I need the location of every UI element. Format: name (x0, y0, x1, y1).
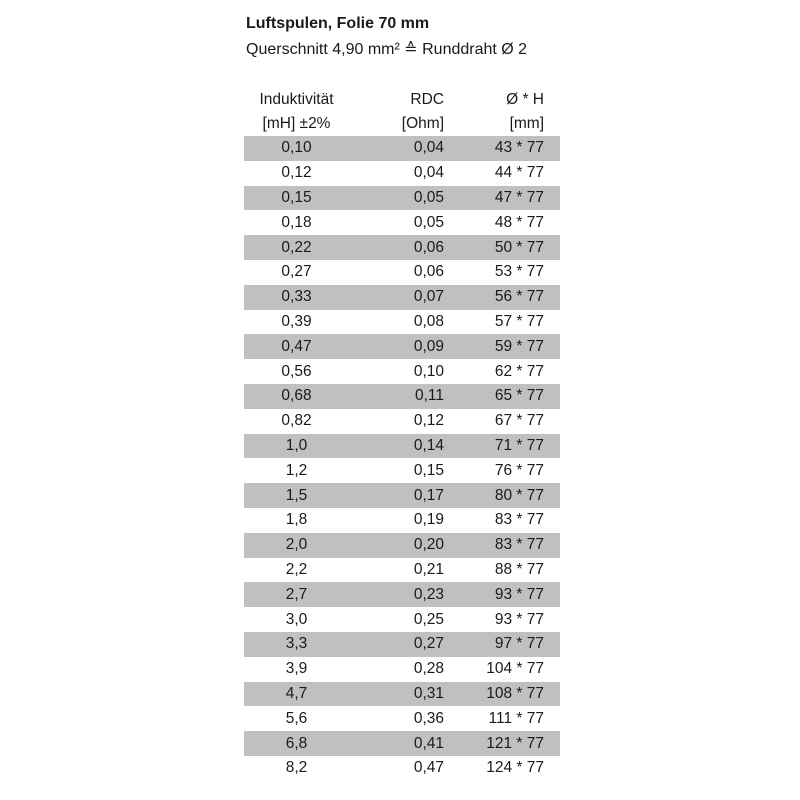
cell-inductance: 1,5 (285, 486, 308, 504)
cell-inductance: 6,8 (285, 734, 308, 752)
cell-inductance: 0,33 (281, 288, 312, 306)
cell-inductance: 3,0 (285, 610, 308, 628)
cell-dimensions: 71 * 77 (494, 436, 544, 454)
cell-dimensions: 111 * 77 (488, 709, 544, 727)
table-row (244, 706, 560, 731)
cell-rdc: 0,15 (413, 461, 444, 479)
cell-dimensions: 50 * 77 (494, 238, 544, 256)
cell-inductance: 0,68 (281, 387, 312, 405)
table-row (244, 632, 560, 657)
cell-inductance: 0,18 (281, 213, 312, 231)
document-title: Luftspulen, Folie 70 mm (246, 15, 430, 32)
cell-rdc: 0,14 (413, 436, 444, 454)
table-row (244, 558, 560, 583)
cell-inductance: 1,2 (285, 461, 308, 479)
cell-inductance: 2,2 (285, 560, 308, 578)
cell-rdc: 0,31 (413, 684, 444, 702)
cell-rdc: 0,47 (413, 759, 444, 777)
cell-dimensions: 59 * 77 (494, 337, 544, 355)
table-row (244, 384, 560, 409)
cell-dimensions: 93 * 77 (494, 610, 544, 628)
cell-dimensions: 124 * 77 (486, 759, 544, 777)
header-inductance-unit: [mH] ±2% (262, 115, 331, 132)
cell-inductance: 0,27 (281, 263, 312, 281)
cell-dimensions: 44 * 77 (494, 164, 544, 182)
cell-rdc: 0,10 (413, 362, 444, 380)
table-row (244, 136, 560, 161)
document-subtitle: Querschnitt 4,90 mm² ≙ Runddraht Ø 2 (246, 41, 528, 58)
cell-dimensions: 48 * 77 (494, 213, 544, 231)
table-row (244, 210, 560, 235)
table-row (244, 607, 560, 632)
cell-dimensions: 65 * 77 (494, 387, 544, 405)
cell-dimensions: 62 * 77 (494, 362, 544, 380)
cell-dimensions: 104 * 77 (486, 660, 544, 678)
table-row (244, 260, 560, 285)
header-dimensions-unit: [mm] (509, 115, 544, 132)
cell-inductance: 1,8 (285, 511, 308, 529)
cell-dimensions: 88 * 77 (494, 560, 544, 578)
table-row (244, 235, 560, 260)
table-row (244, 508, 560, 533)
cell-inductance: 0,47 (281, 337, 312, 355)
cell-dimensions: 121 * 77 (486, 734, 544, 752)
cell-inductance: 8,2 (285, 759, 308, 777)
subtitle-container (246, 40, 561, 62)
table-row (244, 483, 560, 508)
cell-inductance: 2,0 (285, 536, 308, 554)
cell-inductance: 0,39 (281, 312, 312, 330)
cell-inductance: 0,12 (281, 164, 312, 182)
cell-rdc: 0,04 (413, 139, 444, 157)
cell-dimensions: 56 * 77 (494, 288, 544, 306)
table-row (244, 359, 560, 384)
cell-dimensions: 80 * 77 (494, 486, 544, 504)
table-row (244, 434, 560, 459)
cell-inductance: 0,10 (281, 139, 312, 157)
table-header-row-2 (244, 112, 560, 136)
cell-rdc: 0,17 (413, 486, 444, 504)
cell-dimensions: 47 * 77 (494, 188, 544, 206)
cell-rdc: 0,19 (413, 511, 444, 529)
cell-inductance: 2,7 (285, 585, 308, 603)
table-row (244, 533, 560, 558)
table-row (244, 582, 560, 607)
table-row (244, 310, 560, 335)
table-row (244, 161, 560, 186)
cell-inductance: 3,3 (285, 635, 308, 653)
cell-rdc: 0,11 (414, 387, 444, 405)
cell-inductance: 5,6 (285, 709, 308, 727)
header-rdc: RDC (410, 91, 444, 108)
coil-spec-table (244, 88, 560, 781)
cell-rdc: 0,28 (413, 660, 444, 678)
table-row (244, 458, 560, 483)
table-row (244, 409, 560, 434)
cell-inductance: 1,0 (285, 436, 308, 454)
cell-rdc: 0,09 (413, 337, 444, 355)
cell-inductance: 0,22 (281, 238, 312, 256)
table-row (244, 731, 560, 756)
cell-rdc: 0,27 (413, 635, 444, 653)
cell-rdc: 0,05 (413, 213, 444, 231)
table-row (244, 285, 560, 310)
table-row (244, 186, 560, 211)
cell-dimensions: 93 * 77 (494, 585, 544, 603)
table-header-row-1 (244, 88, 560, 112)
table-row (244, 334, 560, 359)
cell-dimensions: 83 * 77 (494, 511, 544, 529)
header-rdc-unit: [Ohm] (401, 115, 444, 132)
cell-dimensions: 67 * 77 (494, 412, 544, 430)
cell-rdc: 0,23 (413, 585, 444, 603)
table-row (244, 682, 560, 707)
cell-rdc: 0,20 (413, 536, 444, 554)
cell-inductance: 0,82 (281, 412, 312, 430)
table-row (244, 756, 560, 781)
cell-dimensions: 97 * 77 (494, 635, 544, 653)
cell-rdc: 0,06 (413, 238, 444, 256)
cell-rdc: 0,41 (413, 734, 444, 752)
header-inductance: Induktivität (259, 91, 334, 108)
cell-dimensions: 53 * 77 (494, 263, 544, 281)
cell-rdc: 0,25 (413, 610, 444, 628)
table-body (244, 136, 560, 781)
cell-rdc: 0,06 (413, 263, 444, 281)
cell-inductance: 3,9 (285, 660, 308, 678)
cell-dimensions: 76 * 77 (494, 461, 544, 479)
cell-rdc: 0,21 (413, 560, 444, 578)
cell-rdc: 0,12 (413, 412, 444, 430)
cell-inductance: 0,56 (281, 362, 312, 380)
cell-rdc: 0,36 (413, 709, 444, 727)
cell-dimensions: 57 * 77 (494, 312, 544, 330)
header-dimensions: Ø * H (506, 91, 544, 108)
cell-inductance: 0,15 (281, 188, 312, 206)
cell-rdc: 0,08 (413, 312, 444, 330)
cell-rdc: 0,05 (413, 188, 444, 206)
cell-inductance: 4,7 (285, 684, 308, 702)
cell-dimensions: 43 * 77 (494, 139, 544, 157)
cell-rdc: 0,07 (413, 288, 444, 306)
table-row (244, 657, 560, 682)
cell-dimensions: 108 * 77 (486, 684, 544, 702)
cell-rdc: 0,04 (413, 164, 444, 182)
cell-dimensions: 83 * 77 (494, 536, 544, 554)
